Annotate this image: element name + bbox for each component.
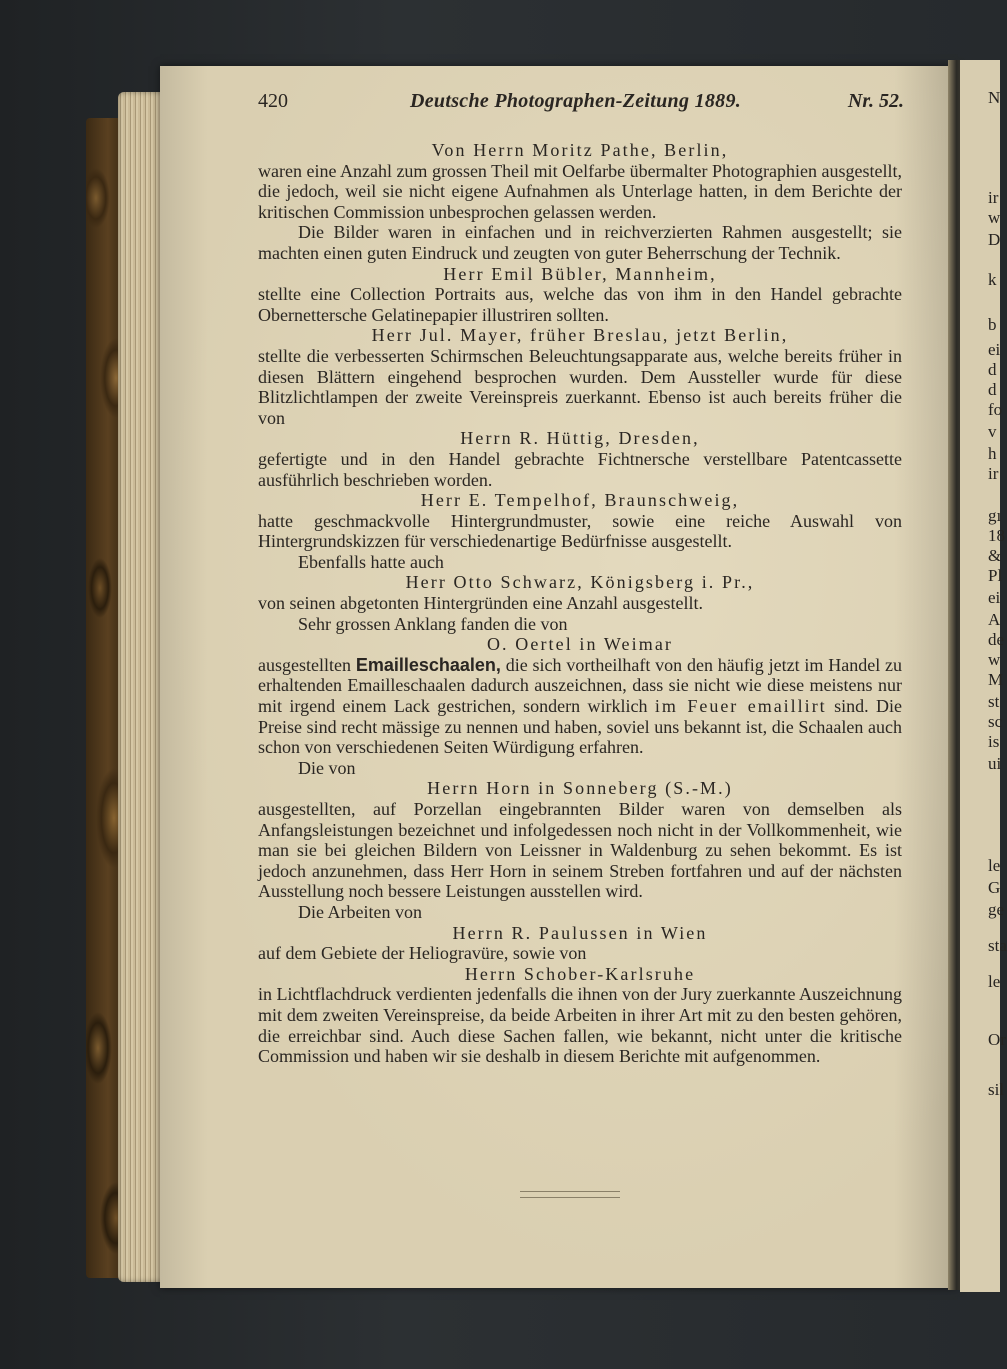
paragraph: Die Bilder waren in einfachen und in reichverzierten Rahmen ausgestellt; sie machten einen guten Eindruck und zeugten von guter Beherrschung der Technik. xyxy=(258,222,902,263)
exhibitor-heading: Von Herrn Moritz Pathe, Berlin, xyxy=(431,140,729,160)
next-page-fragment: ui xyxy=(988,754,1002,773)
lead-in-line: Die Arbeiten von xyxy=(298,901,422,922)
exhibitor-heading: Herr Jul. Mayer, früher Breslau, jetzt Berlin, xyxy=(371,325,789,346)
text-run: die sich vortheilhaft von den häufig jetzt im Handel zu erhaltenden Emailleschaalen dadurch auszeichnen, dass sie nicht wie diese meistens nur mit irgend einem Lack gestrichen, sondern wirklich xyxy=(258,654,903,717)
exhibitor-heading: Herrn R. Hüttig, Dresden, xyxy=(460,428,700,449)
next-page-fragment: w xyxy=(988,208,1001,227)
next-page-fragment: is xyxy=(988,732,1000,751)
exhibitor-heading: Herr E. Tempelhof, Braunschweig, xyxy=(420,490,740,511)
exhibitor-heading: Herrn Horn in Sonneberg (S.-M.) xyxy=(427,778,733,799)
paragraph: stellte eine Collection Portraits aus, welche das von ihm in den Handel gebrachte Obernettersche Gelatinepapier illustriren sollten. xyxy=(258,284,902,325)
issue-number: Nr. 52. xyxy=(847,90,904,112)
paragraph xyxy=(258,655,902,758)
next-page-fragment: A xyxy=(988,610,1001,629)
paragraph: ausgestellten, auf Porzellan eingebrannten Bilder waren von demselben als Anfangsleistungen bezeichnet und infolgedessen noch nicht in der Vollkommenheit, wie man sie bei gleichen Bildern von Leissner in Waldenburg zu sehen bekommt. Es ist jedoch anzunehmen, dass Herr Horn in seinem Streben fortfahren und auf der nächsten Ausstellung noch bessere Leistungen ausstellen wird. xyxy=(258,799,902,902)
paragraph: stellte die verbesserten Schirmschen Beleuchtungsapparate aus, welche bereits früher in diesen Blättern eingehend besprochen wurden. Dem Aussteller wurde für diese Blitzlichtlampen der zweite Vereinspreis zuerkannt. Ebenso ist auch bereits früher die von xyxy=(258,345,902,428)
exhibitor-heading: Herrn R. Paulussen in Wien xyxy=(452,922,708,943)
text-run: sind. Die Preise sind recht mässige zu nennen und haben, soviel uns bekannt ist, die Schaalen auch schon von verschiedenen Seiten Würdigung erfahren. xyxy=(258,696,902,758)
next-page-strip xyxy=(960,60,1007,1292)
next-page-fragment: Pl xyxy=(988,566,1003,585)
next-page-fragment: ge xyxy=(988,900,1005,919)
next-page-fragment: d xyxy=(988,380,997,399)
paragraph: hatte geschmackvolle Hintergrundmuster, sowie eine reiche Auswahl von Hintergrundskizzen für verschiedenartige Bedürfnisse ausgestellt. xyxy=(258,510,902,552)
next-page-fragment: b xyxy=(988,315,997,334)
paragraph: in Lichtflachdruck verdienten jedenfalls die ihnen von der Jury zuerkannte Auszeichnung mit dem zweiten Vereinspreise, da beide Arbeiten in ihrer Art mit zu den besten gehören, die erreichbar sind. Auch diese Sachen fallen, wie bekannt, nicht unter die kritische Commission und haben wir sie deshalb in diesem Berichte mit aufgenommen. xyxy=(258,984,902,1067)
exhibitor-heading: O. Oertel in Weimar xyxy=(486,634,674,655)
spaced-emphasis: im Feuer emaillirt xyxy=(654,696,827,717)
next-page-fragment: k xyxy=(988,270,997,289)
next-page-fragment: le xyxy=(988,856,1001,875)
next-page-fragment: ei xyxy=(988,340,1001,359)
next-page-fragment: de xyxy=(988,630,1005,649)
paragraph: auf dem Gebiete der Heliogravüre, sowie von xyxy=(258,943,587,964)
next-page-fragment: D xyxy=(988,230,1001,249)
paragraph: von seinen abgetonten Hintergründen eine Anzahl ausgestellt. xyxy=(258,593,704,614)
next-page-fragment: st xyxy=(988,692,1000,711)
next-page-fragment: d xyxy=(988,360,997,379)
next-page-fragment: 18 xyxy=(988,526,1005,545)
lead-in-line: Sehr grossen Anklang fanden die von xyxy=(298,613,568,634)
next-page-fragment: v xyxy=(988,422,997,441)
paragraph: gefertigte und in den Handel gebrachte Fichtnersche verstellbare Patentcassette ausführlich beschrieben worden. xyxy=(258,448,902,490)
exhibitor-heading: Herr Otto Schwarz, Königsberg i. Pr., xyxy=(405,572,755,593)
next-page-fragment: fo xyxy=(988,400,1003,419)
next-page-fragment: ir xyxy=(988,188,999,207)
next-page-fragment: Or xyxy=(988,1030,1006,1049)
page-number: 420 xyxy=(258,90,288,112)
exhibitor-heading: Herr Emil Bübler, Mannheim, xyxy=(443,263,717,284)
next-page-fragment: sta xyxy=(988,936,1007,955)
section-end-rule xyxy=(520,1191,620,1198)
next-page-fragment: le xyxy=(988,972,1001,991)
next-page-fragment: w xyxy=(988,650,1001,669)
next-page-fragment: M xyxy=(988,670,1004,689)
emphasized-product-name: Emailleschaalen, xyxy=(355,654,501,675)
exhibitor-heading: Herrn Schober-Karlsruhe xyxy=(464,963,696,984)
next-page-fragment: ir xyxy=(988,464,999,483)
paragraph: waren eine Anzahl zum grossen Theil mit Oelfarbe übermalter Photographien ausgestellt, die jedoch, weil sie nicht eigene Aufnahmen als Unterlage hatten, in dem Berichte der kritischen Commission unbesprochen gelassen werden. xyxy=(258,160,902,222)
text-run: ausgestellten xyxy=(258,654,351,675)
next-page-fragment: & xyxy=(988,546,1002,565)
next-page-fragment: sc xyxy=(988,712,1003,731)
lead-in-line: Ebenfalls hatte auch xyxy=(298,551,444,572)
journal-title: Deutsche Photographen-Zeitung 1889. xyxy=(410,90,742,112)
next-page-fragment: ei xyxy=(988,588,1001,607)
running-header xyxy=(258,90,904,118)
next-page-fragment: G xyxy=(988,878,1001,897)
lead-in-line: Die von xyxy=(298,757,356,778)
next-page-fragment: N xyxy=(988,88,1001,107)
next-page-fragment: sil xyxy=(988,1080,1005,1099)
next-page-fragment: h xyxy=(988,444,997,463)
article-body xyxy=(258,140,902,1067)
next-page-fragment: gı xyxy=(988,506,1002,525)
